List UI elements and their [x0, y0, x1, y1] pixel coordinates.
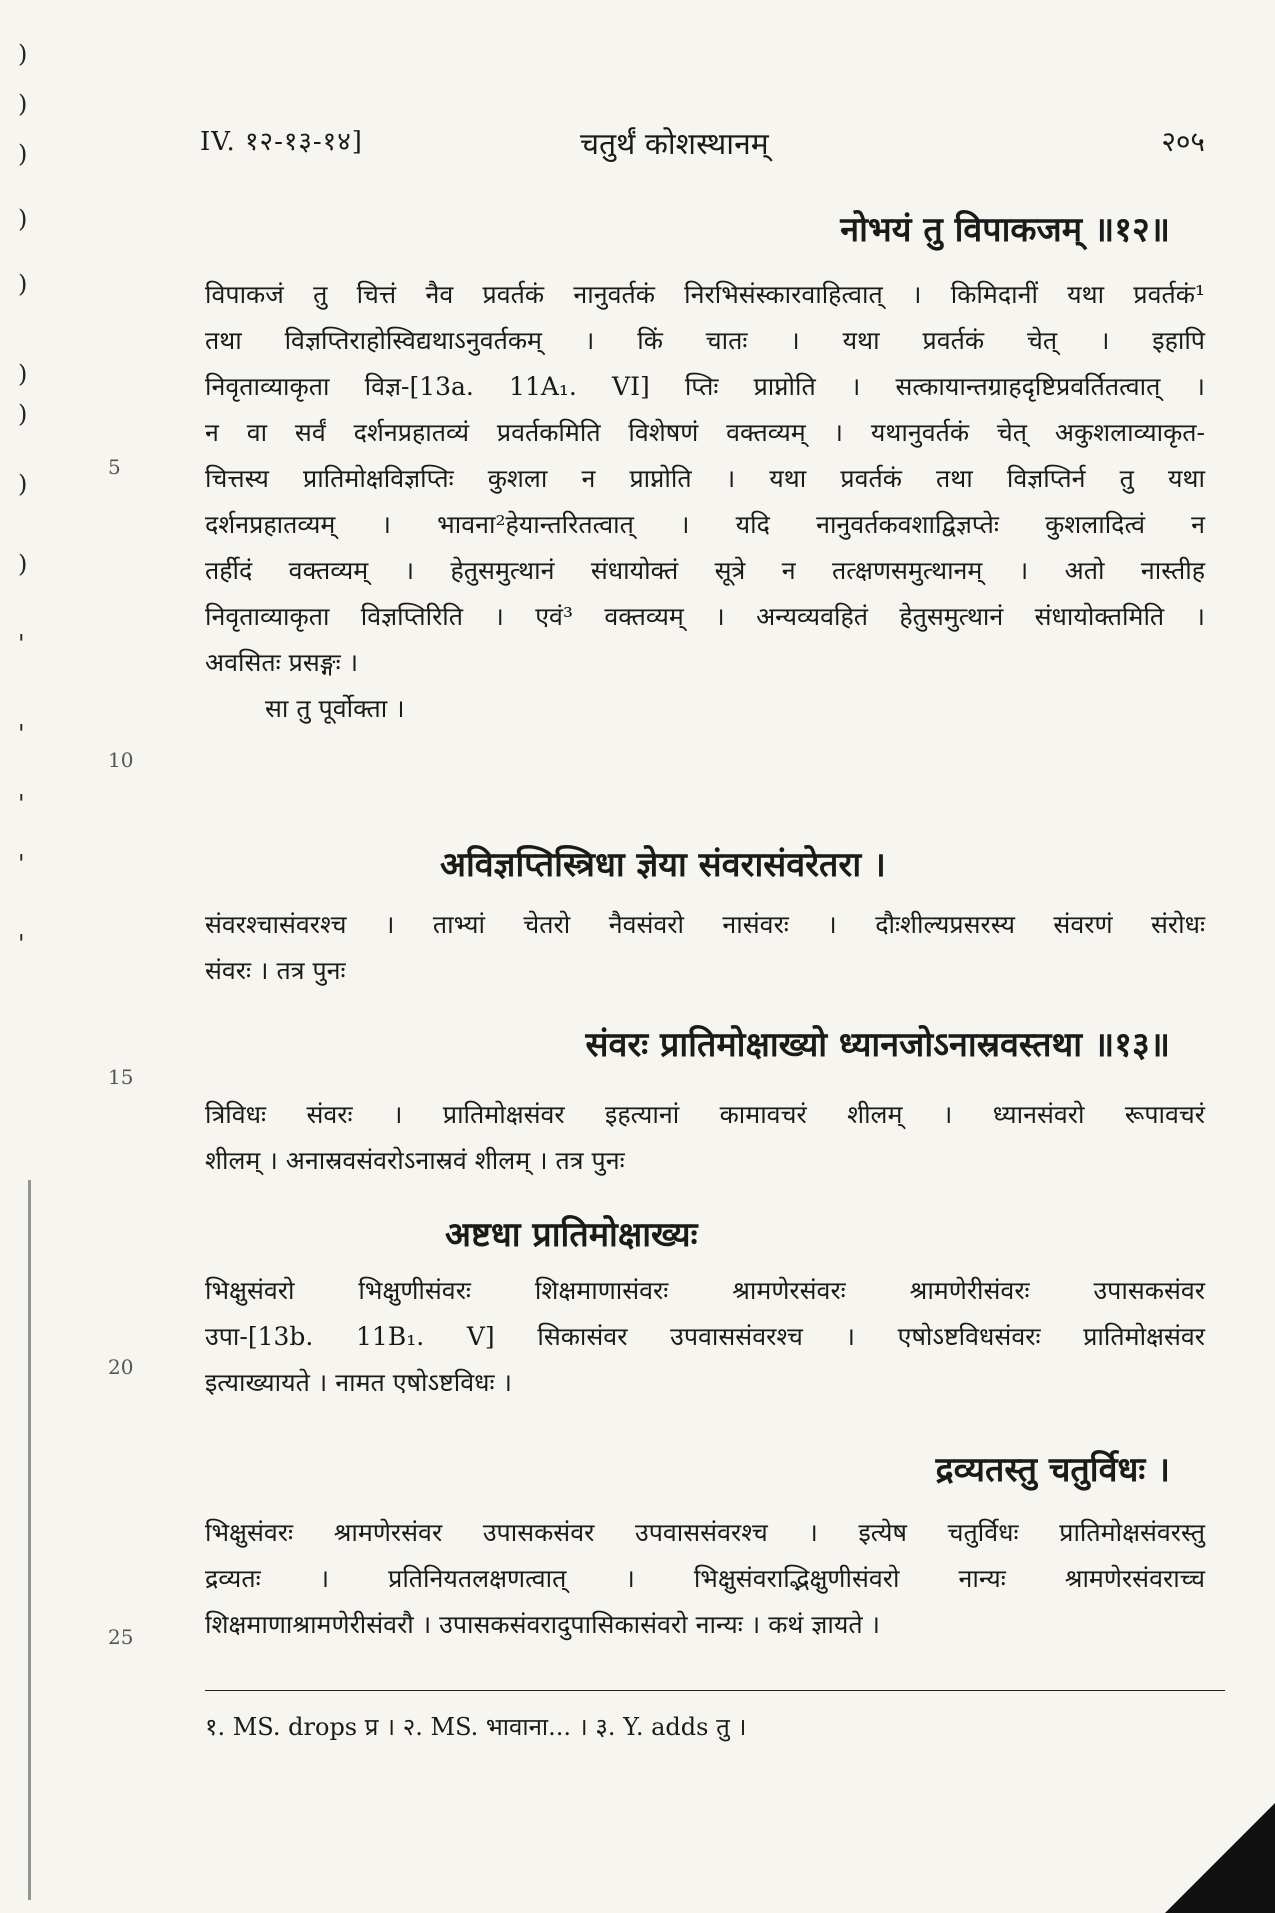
verse-heading-dravyatah: द्रव्यतस्तु चतुर्विधः । [935, 1450, 1170, 1490]
commentary-block-5 [205, 1510, 1205, 1648]
text-line: इत्याख्यायते । नामत एषोऽष्टविधः । [205, 1368, 512, 1397]
commentary-block-4 [205, 1268, 1205, 1406]
binding-shadow [28, 1180, 31, 1900]
verse-heading-ashtadha: अष्टधा प्रातिमोक्षाख्यः [445, 1215, 698, 1255]
footnotes: १. MS. drops प्र । २. MS. भावाना... । ३. Y. adds तु । [205, 1713, 747, 1741]
binding-edge: ) ) ) ) ) ) ) ) ) ' ' ' ' ' [18, 40, 28, 958]
commentary-block-1 [205, 272, 1205, 732]
text-line: द्रव्यतः । प्रतिनियतलक्षणत्वात् । भिक्षुसंवराद्भिक्षुणीसंवरो नान्यः श्रामणेरसंवराच्च [205, 1564, 1205, 1593]
text-line: न वा सर्वं दर्शनप्रहातव्यं प्रवर्तकमिति विशेषणं वक्तव्यम् । यथानुवर्तकं चेत् अकुशलाव्याकृत- [205, 418, 1205, 447]
text-line: भिक्षुसंवरः श्रामणेरसंवर उपासकसंवर उपवाससंवरश्च । इत्येष चतुर्विधः प्रातिमोक्षसंवरस्तु [205, 1518, 1205, 1547]
page-number: २०५ [1161, 125, 1205, 158]
text-line: भिक्षुसंवरो भिक्षुणीसंवरः शिक्षमाणासंवरः श्रामणेरसंवरः श्रामणेरीसंवरः उपासकसंवर [205, 1276, 1205, 1305]
text-line: चित्तस्य प्रातिमोक्षविज्ञप्तिः कुशला न प्राप्नोति । यथा प्रवर्तकं तथा विज्ञप्तिर्न तु यथा [205, 464, 1205, 493]
text-line: शिक्षमाणाश्रामणेरीसंवरौ । उपासकसंवरादुपासिकासंवरो नान्यः । कथं ज्ञायते । [205, 1610, 881, 1639]
line-number-20: 20 [108, 1355, 134, 1379]
text-line: तर्हीदं वक्तव्यम् । हेतुसमुत्थानं संधायोक्तं सूत्रे न तत्क्षणसमुत्थानम् । अतो नास्तीह [205, 556, 1205, 585]
text-line: अवसितः प्रसङ्गः । [205, 648, 359, 677]
text-line: विपाकजं तु चित्तं नैव प्रवर्तकं नानुवर्तकं निरभिसंस्कारवाहित्वात् । किमिदानीं यथा प्रवर्तकं¹ [205, 280, 1205, 309]
text-line: निवृताव्याकृता विज्ञप्तिरिति । एवं³ वक्तव्यम् । अन्यव्यवहितं हेतुसमुत्थानं संधायोक्तमिति । [205, 602, 1205, 631]
commentary-block-2 [205, 902, 1205, 994]
text-line: सा तु पूर्वोक्ता । [265, 694, 405, 723]
line-number-25: 25 [108, 1625, 134, 1649]
line-number-5: 5 [108, 455, 121, 479]
line-number-15: 15 [108, 1065, 134, 1089]
verse-12: नोभयं तु विपाकजम् ॥१२॥ [840, 210, 1170, 250]
text-line: संवरः । तत्र पुनः [205, 956, 346, 985]
text-line: दर्शनप्रहातव्यम् । भावना²हेयान्तरितत्वात् । यदि नानुवर्तकवशाद्विज्ञप्तेः कुशलादित्वं न [205, 510, 1205, 539]
running-header [200, 122, 1205, 162]
text-line: संवरश्चासंवरश्च । ताभ्यां चेतरो नैवसंवरो नासंवरः । दौःशील्यप्रसरस्य संवरणं संरोधः [205, 910, 1205, 939]
text-line: तथा विज्ञप्तिराहोस्विद्यथाऽनुवर्तकम् । किं चातः । यथा प्रवर्तकं चेत् । इहापि [205, 326, 1205, 355]
text-line: त्रिविधः संवरः । प्रातिमोक्षसंवर इहत्यानां कामावचरं शीलम् । ध्यानसंवरो रूपावचरं [205, 1100, 1205, 1129]
header-title: चतुर्थं कोशस्थानम् [580, 127, 769, 162]
verse-13: संवरः प्रातिमोक्षाख्यो ध्यानजोऽनास्रवस्तथा ॥१३॥ [585, 1025, 1170, 1065]
verse-heading-avijnapti: अविज्ञप्तिस्त्रिधा ज्ञेया संवरासंवरेतरा । [440, 845, 886, 885]
page-corner-shadow [1165, 1803, 1275, 1913]
header-section-ref: IV. १२-१३-१४] [200, 127, 363, 157]
footnote-rule [205, 1690, 1225, 1691]
text-line: निवृताव्याकृता विज्ञ-[13a. 11A₁. VI] प्तिः प्राप्नोति । सत्कायान्तग्राहदृष्टिप्रवर्तितत्वात् । [205, 372, 1205, 401]
text-line: शीलम् । अनास्रवसंवरोऽनास्रवं शीलम् । तत्र पुनः [205, 1146, 625, 1175]
text-line: उपा-[13b. 11B₁. V] सिकासंवर उपवाससंवरश्च । एषोऽष्टविधसंवरः प्रातिमोक्षसंवर [205, 1322, 1205, 1351]
line-number-10: 10 [108, 748, 134, 772]
commentary-block-3 [205, 1092, 1205, 1184]
